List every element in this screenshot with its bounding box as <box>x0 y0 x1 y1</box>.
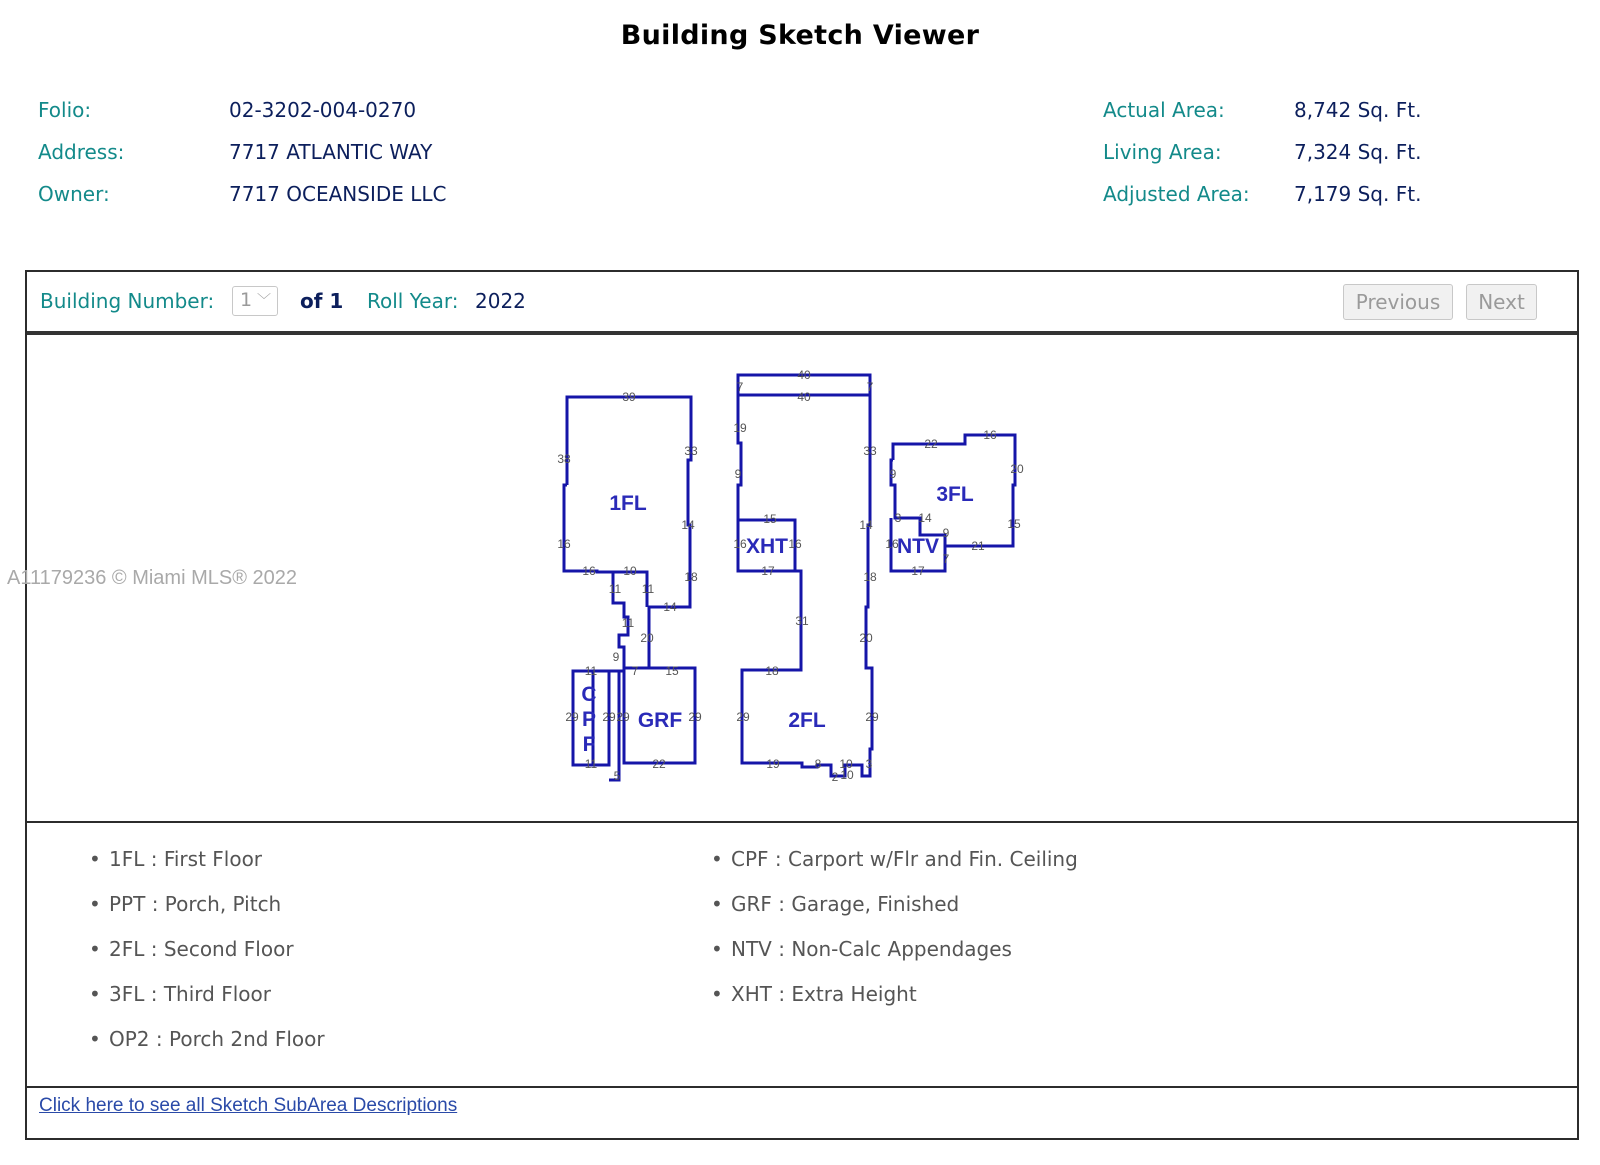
page-title: Building Sketch Viewer <box>620 20 980 51</box>
dim-label: 7 <box>866 380 874 394</box>
dim-label: 19 <box>733 421 747 435</box>
dim-label: 29 <box>616 710 630 724</box>
dim-label: 18 <box>765 664 779 678</box>
dim-label: 22 <box>924 437 938 451</box>
dim-label: 14 <box>663 600 677 614</box>
actual-area-value: 8,742 Sq. Ft. <box>1294 98 1422 122</box>
living-area-label: Living Area: <box>1103 140 1222 164</box>
owner-value: 7717 OCEANSIDE LLC <box>229 182 447 206</box>
dim-label: 20 <box>1010 462 1024 476</box>
legend-item: • 2FL : Second Floor <box>109 937 294 961</box>
dim-label: 15 <box>763 512 777 526</box>
dim-label: 29 <box>688 710 702 724</box>
dim-label: 11 <box>584 664 598 678</box>
building-number-select[interactable] <box>232 286 278 316</box>
dim-label: 9 <box>734 467 742 481</box>
dim-label: 29 <box>736 710 750 724</box>
dim-label: 16 <box>557 537 571 551</box>
dim-label: 16 <box>733 537 747 551</box>
roll-year-value: 2022 <box>475 289 526 313</box>
address-label: Address: <box>38 140 125 164</box>
legend-item: • XHT : Extra Height <box>731 982 917 1006</box>
dim-label: 33 <box>863 444 877 458</box>
folio-value: 02-3202-004-0270 <box>229 98 417 122</box>
building-number-label: Building Number: <box>40 289 215 313</box>
dim-label: 40 <box>797 368 811 382</box>
dim-label: 19 <box>766 757 780 771</box>
dim-label: 15 <box>1007 517 1021 531</box>
roll-year-label: Roll Year: <box>367 289 459 313</box>
dim-label: 14 <box>918 511 932 525</box>
dim-label: 9 <box>889 467 897 481</box>
dim-label: 18 <box>863 570 877 584</box>
area-labels <box>581 483 973 756</box>
dim-label: 11 <box>584 757 598 771</box>
legend-item: • 3FL : Third Floor <box>109 982 271 1006</box>
dim-label: 14 <box>681 518 695 532</box>
dim-label: 38 <box>557 452 571 466</box>
dim-label: 22 <box>652 757 666 771</box>
dim-label: 15 <box>665 664 679 678</box>
dim-label: 11 <box>608 582 622 596</box>
dim-label: 21 <box>971 539 985 553</box>
dim-label: 40 <box>797 390 811 404</box>
address-value: 7717 ATLANTIC WAY <box>229 140 433 164</box>
area-label-ntv: NTV <box>897 535 939 558</box>
dim-label: 39 <box>622 390 636 404</box>
area-label-xht: XHT <box>746 535 788 558</box>
dim-label: 18 <box>684 570 698 584</box>
area-label-1fl: 1FL <box>609 492 647 515</box>
dim-label: 11 <box>641 582 655 596</box>
area-label-cpf-p: P <box>581 708 597 731</box>
area-label-cpf-f: F <box>582 733 596 756</box>
sketch-canvas <box>7 335 1577 823</box>
dim-label: 16 <box>788 537 802 551</box>
dim-label: 17 <box>911 564 925 578</box>
dim-label: 7 <box>736 380 744 394</box>
area-label-cpf-c: C <box>581 683 597 706</box>
legend-item: • 1FL : First Floor <box>109 847 262 871</box>
dim-label: 20 <box>859 631 873 645</box>
sketch-toolbar <box>27 272 1577 335</box>
dim-label: 8 <box>814 757 822 771</box>
dim-label: 31 <box>795 614 809 628</box>
actual-area-label: Actual Area: <box>1103 98 1225 122</box>
dim-label: 29 <box>602 710 616 724</box>
legend-item: • GRF : Garage, Finished <box>731 892 959 916</box>
dim-label: 2 <box>831 770 839 784</box>
sketch-panel <box>7 270 1579 1140</box>
dim-label: 17 <box>761 564 775 578</box>
dim-label: 10 <box>839 757 853 771</box>
area-label-2fl: 2FL <box>788 709 826 732</box>
adjusted-area-label: Adjusted Area: <box>1103 182 1250 206</box>
dim-label: 16 <box>582 564 596 578</box>
dim-label: 14 <box>859 518 873 532</box>
dim-label: 7 <box>942 552 950 566</box>
dim-label: 9 <box>942 526 950 540</box>
dim-label: 16 <box>983 428 997 442</box>
next-button[interactable]: Next <box>1466 284 1537 320</box>
folio-label: Folio: <box>38 98 92 122</box>
dim-label: 29 <box>565 710 579 724</box>
previous-button[interactable]: Previous <box>1343 284 1453 320</box>
area-label-grf: GRF <box>637 709 683 732</box>
building-number-value: 1 <box>240 289 253 311</box>
dim-label: 11 <box>621 616 635 630</box>
legend-item: • CPF : Carport w/Flr and Fin. Ceiling <box>731 847 1078 871</box>
living-area-value: 7,324 Sq. Ft. <box>1294 140 1422 164</box>
dim-label: 20 <box>640 631 654 645</box>
dim-label: 3 <box>865 757 873 771</box>
dim-label: 9 <box>612 650 620 664</box>
chevron-down-icon: ﹀ <box>257 293 271 309</box>
dim-label: 7 <box>631 664 639 678</box>
dim-label: 3 <box>894 511 902 525</box>
subarea-legend <box>27 823 1577 1088</box>
adjusted-area-value: 7,179 Sq. Ft. <box>1294 182 1422 206</box>
legend-item: • OP2 : Porch 2nd Floor <box>109 1027 325 1051</box>
area-label-3fl: 3FL <box>936 483 974 506</box>
dim-label: 10 <box>623 564 637 578</box>
building-count: of 1 <box>300 289 344 313</box>
owner-label: Owner: <box>38 182 110 206</box>
legend-item: • PPT : Porch, Pitch <box>109 892 281 916</box>
subarea-descriptions-link[interactable]: Click here to see all Sketch SubArea Descriptions <box>39 1095 458 1116</box>
dim-label: 10 <box>840 768 854 782</box>
dim-label: 33 <box>684 444 698 458</box>
dim-label: 16 <box>885 537 899 551</box>
legend-item: • NTV : Non-Calc Appendages <box>731 937 1012 961</box>
dim-label: 5 <box>613 769 621 783</box>
mls-watermark: A11179236 © Miami MLS® 2022 <box>7 567 297 589</box>
dim-label: 29 <box>865 710 879 724</box>
